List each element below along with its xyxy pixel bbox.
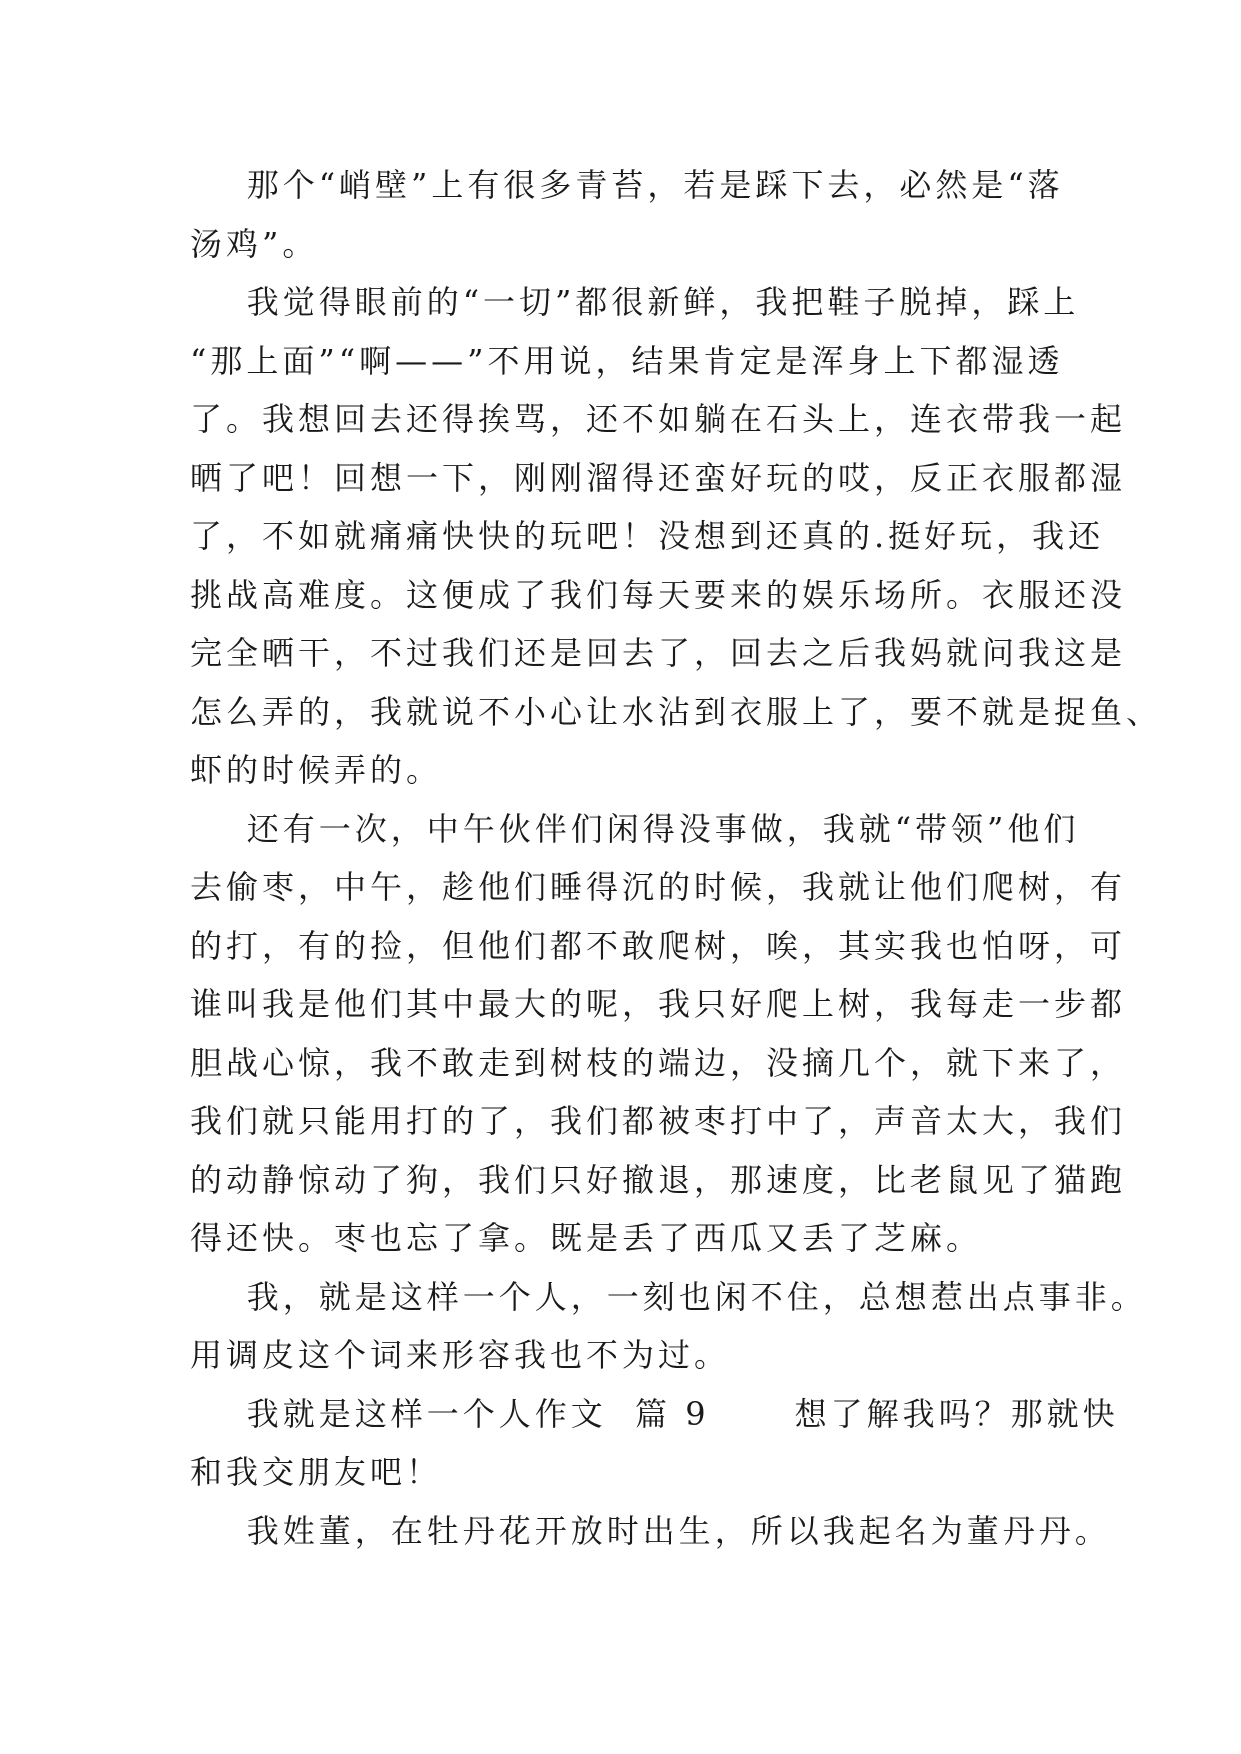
text-line: 我，就是这样一个人，一刻也闲不住，总想惹出点事非。 bbox=[190, 1277, 1147, 1316]
text-line: 谁叫我是他们其中最大的呢，我只好爬上树，我每走一步都 bbox=[190, 985, 1127, 1023]
text-line: 挑战高难度。这便成了我们每天要来的娱乐场所。衣服还没 bbox=[190, 575, 1127, 614]
document-body bbox=[190, 156, 1163, 1560]
text-line: 的动静惊动了狗，我们只好撤退，那速度，比老鼠见了猫跑 bbox=[190, 1160, 1127, 1199]
text-line: 了，不如就痛痛快快的玩吧！没想到还真的.挺好玩，我还 bbox=[190, 517, 1105, 555]
text-line: 我姓董，在牡丹花开放时出生，所以我起名为董丹丹。 bbox=[190, 1511, 1111, 1550]
text-line: 胆战心惊，我不敢走到树枝的端边，没摘几个，就下来了， bbox=[190, 1043, 1127, 1082]
text-line: 还有一次，中午伙伴们闲得没事做，我就“带领”他们 bbox=[190, 809, 1080, 848]
text-line: 我觉得眼前的“一切”都很新鲜，我把鞋子脱掉，踩上 bbox=[190, 283, 1080, 321]
text-line: 完全晒干，不过我们还是回去了，回去之后我妈就问我这是 bbox=[190, 634, 1127, 672]
text-line: “那上面”“啊——”不用说，结果肯定是浑身上下都湿透 bbox=[190, 341, 1064, 380]
text-line: 汤鸡”。 bbox=[190, 224, 319, 263]
text-line: 怎么弄的，我就说不小心让水沾到衣服上了，要不就是捉鱼、 bbox=[190, 692, 1163, 731]
text-line: 晒了吧！回想一下，刚刚溜得还蛮好玩的哎，反正衣服都湿 bbox=[190, 458, 1127, 497]
text-line: 的打，有的捡，但他们都不敢爬树，唉，其实我也怕呀，可 bbox=[190, 926, 1127, 965]
text-line: 用调皮这个词来形容我也不为过。 bbox=[190, 1336, 731, 1374]
text-line: 那个“峭壁”上有很多青苔，若是踩下去，必然是“落 bbox=[190, 166, 1064, 204]
text-line: 虾的时候弄的。 bbox=[190, 751, 443, 789]
text-line: 去偷枣，中午，趁他们睡得沉的时候，我就让他们爬树，有 bbox=[190, 868, 1127, 906]
text-line: 得还快。枣也忘了拿。既是丢了西瓜又丢了芝麻。 bbox=[190, 1219, 983, 1257]
text-line: 我就是这样一个人作文 篇 9 想了解我吗？那就快 bbox=[190, 1394, 1119, 1433]
text-line: 了。我想回去还得挨骂，还不如躺在石头上，连衣带我一起 bbox=[190, 400, 1127, 438]
text-line: 我们就只能用打的了，我们都被枣打中了，声音太大，我们 bbox=[190, 1102, 1127, 1140]
text-line: 和我交朋友吧！ bbox=[190, 1453, 443, 1491]
